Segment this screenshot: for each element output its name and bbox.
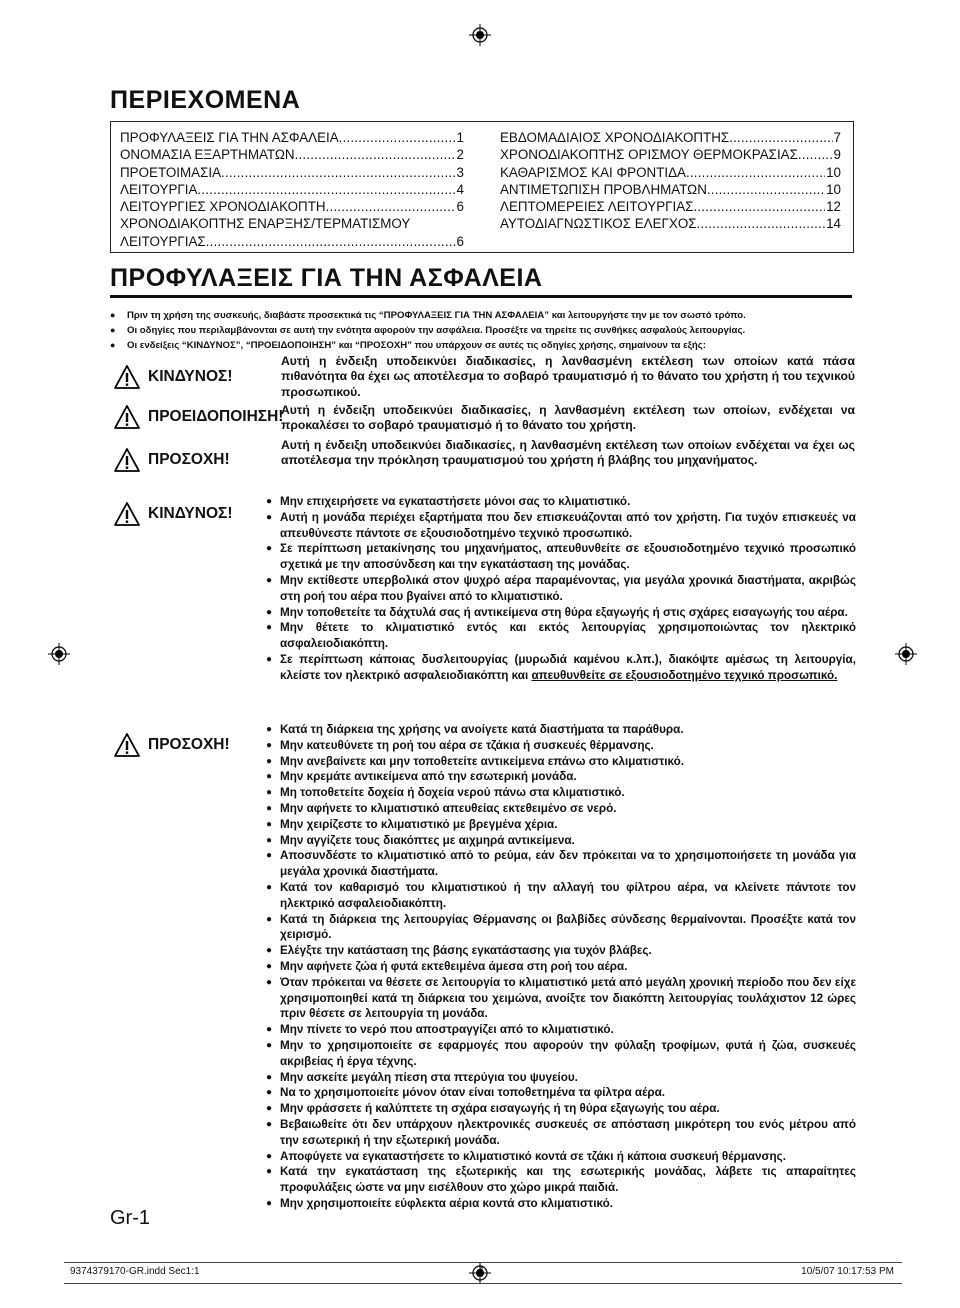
list-item: ● Κατά την εγκατάσταση της εξωτερικής και της εσωτερικής μονάδας, λάβετε τις απαραίτητες προφυλάξεις ώστε να μην εισέλθουν στο χώρο μικρά παιδιά. — [266, 1164, 856, 1196]
list-item: ● Μην χειρίζεστε το κλιματιστικό με βρεγμένα χέρια. — [266, 817, 856, 833]
warning-description: Αυτή η ένδειξη υποδεικνύει διαδικασίες, η λανθασμένη εκτέλεση των οποίων, ενδέχεται να προκαλέσει το σοβαρό τραυματισμό ή το θάνατο του χρήστη. — [281, 403, 855, 433]
toc-leader-dots — [326, 198, 456, 215]
list-item: ● Σε περίπτωση μετακίνησης του μηχανήματος, απευθυνθείτε σε εξουσιοδοτημένο τεχνικό προσωπικό σχετικά με την αποσύνδεση και την εγκατάσταση της μονάδας. — [266, 541, 856, 573]
intro-list — [110, 308, 855, 353]
list-item: ● Μην αγγίζετε τους διακόπτες με αιχμηρά αντικείμενα. — [266, 833, 856, 849]
toc-title: ΠΕΡΙΕΧΟΜΕΝΑ — [110, 86, 301, 114]
toc-entry — [120, 181, 464, 198]
toc-leader-dots — [798, 146, 833, 163]
signal-label-text: ΠΡΟΣΟΧΗ! — [148, 451, 230, 468]
caution-description: Αυτή η ένδειξη υποδεικνύει διαδικασίες, η λανθασμένη εκτέλεση των οποίων ενδέχεται να έχει ως αποτέλεσμα την πρόκληση τραυματισμού του χρήστη ή βλάβης του μηχανήματος. — [281, 438, 855, 468]
toc-entry — [500, 164, 841, 181]
signal-label-text: ΠΡΟΕΙΔΟΠΟΙΗΣΗ! — [148, 408, 284, 425]
list-item: ● Αυτή η μονάδα περιέχει εξαρτήματα που δεν επισκευάζονται από τον χρήστη. Για τυχόν επισκευές να απευθύνεστε πάντοτε σε εξουσιοδοτημένο τεχνικό προσωπικό. — [266, 510, 856, 542]
toc-entry-title: ΠΡΟΦΥΛΑΞΕΙΣ ΓΙΑ ΤΗΝ ΑΣΦΑΛΕΙΑ — [120, 130, 339, 145]
list-item: ● Μην το χρησιμοποιείτε σε εφαρμογές που αφορούν την φύλαξη τροφίμων, φυτά ή ζώα, συσκευές ακριβείας ή έργα τέχνης. — [266, 1038, 856, 1070]
toc-entry — [500, 146, 841, 163]
list-item: ● Μη τοποθετείτε δοχεία ή δοχεία νερού πάνω στα κλιματιστικό. — [266, 785, 856, 801]
toc-box — [110, 121, 854, 253]
warning-triangle-icon — [113, 447, 141, 473]
toc-leader-dots — [339, 129, 456, 146]
toc-entry-title: ΛΕΠΤΟΜΕΡΕΙΕΣ ΛΕΙΤΟΥΡΓΙΑΣ — [500, 199, 694, 215]
list-item-text: Σε περίπτωση κάποιας δυσλειτουργίας (μυρωδιά καμένου κ.λπ.), διακόψτε αμέσως τη λειτουργία, κλείστε τον ηλεκτρικό ασφαλειοδιακόπτη και — [280, 652, 856, 682]
danger-description: Αυτή η ένδειξη υποδεικνύει διαδικασίες, η λανθασμένη εκτέλεση των οποίων κατά πάσα πιθανότητα θα έχει ως αποτέλεσμα το σοβαρό τραυματισμό ή το θάνατο του χρήστη ή του τεχνικού προσωπικού. — [281, 354, 855, 399]
caution-signal-label — [113, 447, 230, 473]
toc-entry-page: 12 — [826, 199, 841, 215]
toc-leader-dots — [206, 233, 456, 250]
warning-triangle-icon — [113, 364, 141, 390]
toc-entry — [500, 215, 841, 232]
list-item: ● Μην αφήνετε το κλιματιστικό απευθείας εκτεθειμένο σε νερό. — [266, 801, 856, 817]
footer-file: 9374379170-GR.indd Sec1:1 — [70, 1266, 200, 1277]
toc-entry-page: 10 — [826, 164, 841, 180]
list-item: ● Μην κατευθύνετε τη ροή του αέρα σε τζάκια ή συσκευές θέρμανσης. — [266, 738, 856, 754]
list-item: ● Μην χρησιμοποιείτε εύφλεκτα αέρια κοντά στο κλιματιστικό. — [266, 1196, 856, 1212]
danger-signal-label — [113, 364, 232, 390]
toc-entry — [120, 129, 464, 146]
registration-mark-icon — [48, 643, 70, 665]
list-item: ● Όταν πρόκειται να θέσετε σε λειτουργία το κλιματιστικό μετά από μεγάλη χρονική περίοδο που δεν είχε χρησιμοποιηθεί κατά τη διάρκεια του χειμώνα, ανοίξτε τον διακόπτη λειτουργίας τουλάχιστον 12 ώρες πριν θέσετε σε λειτουργία τη μονάδα. — [266, 975, 856, 1022]
toc-entry — [120, 198, 464, 215]
toc-entry — [120, 164, 464, 181]
toc-entry-page: 6 — [456, 199, 464, 215]
toc-entry-title: ΟΝΟΜΑΣΙΑ ΕΞΑΡΤΗΜΑΤΩΝ — [120, 147, 295, 163]
toc-entry-title: ΚΑΘΑΡΙΣΜΟΣ ΚΑΙ ΦΡΟΝΤΙΔΑ — [500, 164, 686, 180]
list-item: ● Αποφύγετε να εγκαταστήσετε το κλιματιστικό κοντά σε τζάκι ή κάποια συσκευή θέρμανσης. — [266, 1149, 856, 1165]
toc-entry-title: ΠΡΟΕΤΟΙΜΑΣΙΑ — [120, 164, 222, 180]
toc-leader-dots — [693, 198, 825, 215]
toc-entry-title: ΑΝΤΙΜΕΤΩΠΙΣΗ ΠΡΟΒΛΗΜΑΤΩΝ — [500, 181, 707, 197]
toc-entry-page: 14 — [826, 216, 841, 232]
toc-entry-page: 4 — [456, 181, 464, 197]
toc-entry — [500, 129, 841, 146]
underlined-text: απευθυνθείτε σε εξουσιοδοτημένο τεχνικό προσωπικό. — [531, 668, 838, 682]
intro-item: ● Οι ενδείξεις “ΚΙΝΔΥΝΟΣ”, “ΠΡΟΕΙΔΟΠΟΙΗΣΗ” και “ΠΡΟΣΟΧΗ” που υπάρχουν σε αυτές τις οδηγίες χρήσης, σημαίνουν τα εξής: — [110, 338, 855, 353]
signal-label-text: ΠΡΟΣΟΧΗ! — [148, 736, 230, 753]
toc-leader-dots — [197, 181, 455, 198]
toc-entry-title: ΧΡΟΝΟΔΙΑΚΟΠΤΗΣ ΟΡΙΣΜΟΥ ΘΕΡΜΟΚΡΑΣΙΑΣ — [500, 147, 798, 163]
footer-date: 10/5/07 10:17:53 PM — [801, 1266, 894, 1277]
caution-list — [266, 722, 856, 1212]
list-item: ● Κατά τη διάρκεια της λειτουργίας Θέρμανσης οι βαλβίδες σύνδεσης θερμαίνονται. Προσέξτε κατά τον χειρισμό. — [266, 912, 856, 944]
toc-leader-dots — [221, 164, 456, 181]
list-item: ● Ελέγξτε την κατάσταση της βάσης εγκατάστασης για τυχόν βλάβες. — [266, 943, 856, 959]
toc-entry-title: ΛΕΙΤΟΥΡΓΙΕΣ ΧΡΟΝΟΔΙΑΚΟΠΤΗ — [120, 199, 326, 215]
toc-leader-dots — [697, 215, 826, 232]
safety-title: ΠΡΟΦΥΛΑΞΕΙΣ ΓΙΑ ΤΗΝ ΑΣΦΑΛΕΙΑ — [110, 264, 543, 292]
list-item: ● Μην θέτετε το κλιματιστικό εντός και εκτός λειτουργίας χρησιμοποιώντας τον ηλεκτρικό ασφαλειοδιακόπτη. — [266, 620, 856, 652]
toc-entry — [120, 215, 464, 232]
footer-page: 1 — [479, 1266, 485, 1277]
toc-entry-page: 6 — [456, 233, 464, 249]
list-item: ● Μην φράσσετε ή καλύπτετε τη σχάρα εισαγωγής ή τη θύρα εξαγωγής του αέρα. — [266, 1101, 856, 1117]
warning-signal-label — [113, 404, 283, 430]
list-item — [266, 652, 856, 684]
warning-triangle-icon — [113, 732, 141, 758]
list-item: ● Να το χρησιμοποιείτε μόνον όταν είναι τοποθετημένα τα φίλτρα αέρα. — [266, 1085, 856, 1101]
toc-entry-title: ΕΒΔΟΜΑΔΙΑΙΟΣ ΧΡΟΝΟΔΙΑΚΟΠΤΗΣ — [500, 130, 730, 145]
toc-leader-dots — [707, 181, 825, 198]
danger-list — [266, 494, 856, 684]
registration-mark-icon — [469, 24, 491, 46]
intro-item: ● Οι οδηγίες που περιλαμβάνονται σε αυτή την ενότητα αφορούν την ασφάλεια. Προσέξτε να τηρείτε τις συνθήκες ασφαλούς λειτουργίας. — [110, 323, 855, 338]
toc-leader-dots — [295, 146, 456, 163]
toc-leader-dots — [686, 164, 825, 181]
toc-entry-title: ΑΥΤΟΔΙΑΓΝΩΣΤΙΚΟΣ ΕΛΕΓΧΟΣ — [500, 216, 697, 232]
toc-left-column — [120, 129, 464, 250]
list-item: ● Κατά τη διάρκεια της χρήσης να ανοίγετε κατά διαστήματα τα παράθυρα. — [266, 722, 856, 738]
toc-entry-page: 1 — [456, 130, 464, 145]
signal-label-text: ΚΙΝΔΥΝΟΣ! — [148, 368, 233, 385]
danger-block-label — [113, 501, 232, 527]
caution-block-label — [113, 732, 230, 758]
toc-entry-title: ΧΡΟΝΟΔΙΑΚΟΠΤΗΣ ΕΝΑΡΞΗΣ/ΤΕΡΜΑΤΙΣΜΟΥ — [120, 216, 411, 232]
list-item: ● Αποσυνδέστε το κλιματιστικό από το ρεύμα, εάν δεν πρόκειται να το χρησιμοποιήσετε τη μονάδα για μεγάλα χρονικά διαστήματα. — [266, 848, 856, 880]
warning-triangle-icon — [113, 501, 141, 527]
page-number: Gr-1 — [110, 1207, 150, 1229]
toc-entry — [120, 233, 464, 250]
warning-triangle-icon — [113, 404, 141, 430]
toc-entry — [500, 181, 841, 198]
list-item: ● Μην εκτίθεστε υπερβολικά στον ψυχρό αέρα παραμένοντας, για μεγάλα χρονικά διαστήματα, ακριβώς στη ροή του αέρα που βγαίνει από το κλιματιστικό. — [266, 573, 856, 605]
toc-entry-title: ΛΕΙΤΟΥΡΓΙΑΣ — [120, 233, 206, 249]
list-item: ● Μην αφήνετε ζώα ή φυτά εκτεθειμένα άμεσα στη ροή του αέρα. — [266, 959, 856, 975]
toc-entry — [120, 146, 464, 163]
intro-item: ● Πριν τη χρήση της συσκευής, διαβάστε προσεκτικά τις “ΠΡΟΦΥΛΑΞΕΙΣ ΓΙΑ ΤΗΝ ΑΣΦΑΛΕΙΑ” και λειτουργήστε την με τον σωστό τρόπο. — [110, 308, 855, 323]
list-item: ● Μην ανεβαίνετε και μην τοποθετείτε αντικείμενα επάνω στο κλιματιστικό. — [266, 754, 856, 770]
toc-right-column — [500, 129, 841, 233]
registration-mark-icon — [895, 643, 917, 665]
signal-label-text: ΚΙΝΔΥΝΟΣ! — [148, 505, 233, 522]
list-item: ● Μην τοποθετείτε τα δάχτυλά σας ή αντικείμενα στη θύρα εξαγωγής ή στις σχάρες εισαγωγής του αέρα. — [266, 605, 856, 621]
toc-entry-page: 2 — [456, 147, 464, 163]
list-item: ● Μην κρεμάτε αντικείμενα από την εσωτερική μονάδα. — [266, 769, 856, 785]
print-footer — [64, 1262, 902, 1284]
list-item: ● Μην επιχειρήσετε να εγκαταστήσετε μόνοι σας το κλιματιστικό. — [266, 494, 856, 510]
toc-entry-page: 9 — [833, 147, 841, 163]
list-item: ● Μην πίνετε το νερό που αποστραγγίζει από το κλιματιστικό. — [266, 1022, 856, 1038]
list-item: ● Μην ασκείτε μεγάλη πίεση στα πτερύγια του ψυγείου. — [266, 1070, 856, 1086]
list-item: ● Βεβαιωθείτε ότι δεν υπάρχουν ηλεκτρονικές συσκευές σε απόσταση μικρότερη του ενός μέτρου από την εσωτερική ή την εξωτερική μονάδα. — [266, 1117, 856, 1149]
toc-entry-page: 3 — [456, 164, 464, 180]
section-rule — [110, 295, 852, 298]
toc-entry — [500, 198, 841, 215]
toc-entry-title: ΛΕΙΤΟΥΡΓΙΑ — [120, 181, 198, 197]
toc-entry-page: 7 — [833, 130, 841, 145]
toc-leader-dots — [729, 129, 832, 146]
list-item: ● Κατά τον καθαρισμό του κλιματιστικού ή την αλλαγή του φίλτρου αέρα, να κλείνετε πάντοτε τον ηλεκτρικό ασφαλειοδιακόπτη. — [266, 880, 856, 912]
toc-entry-page: 10 — [826, 181, 841, 197]
